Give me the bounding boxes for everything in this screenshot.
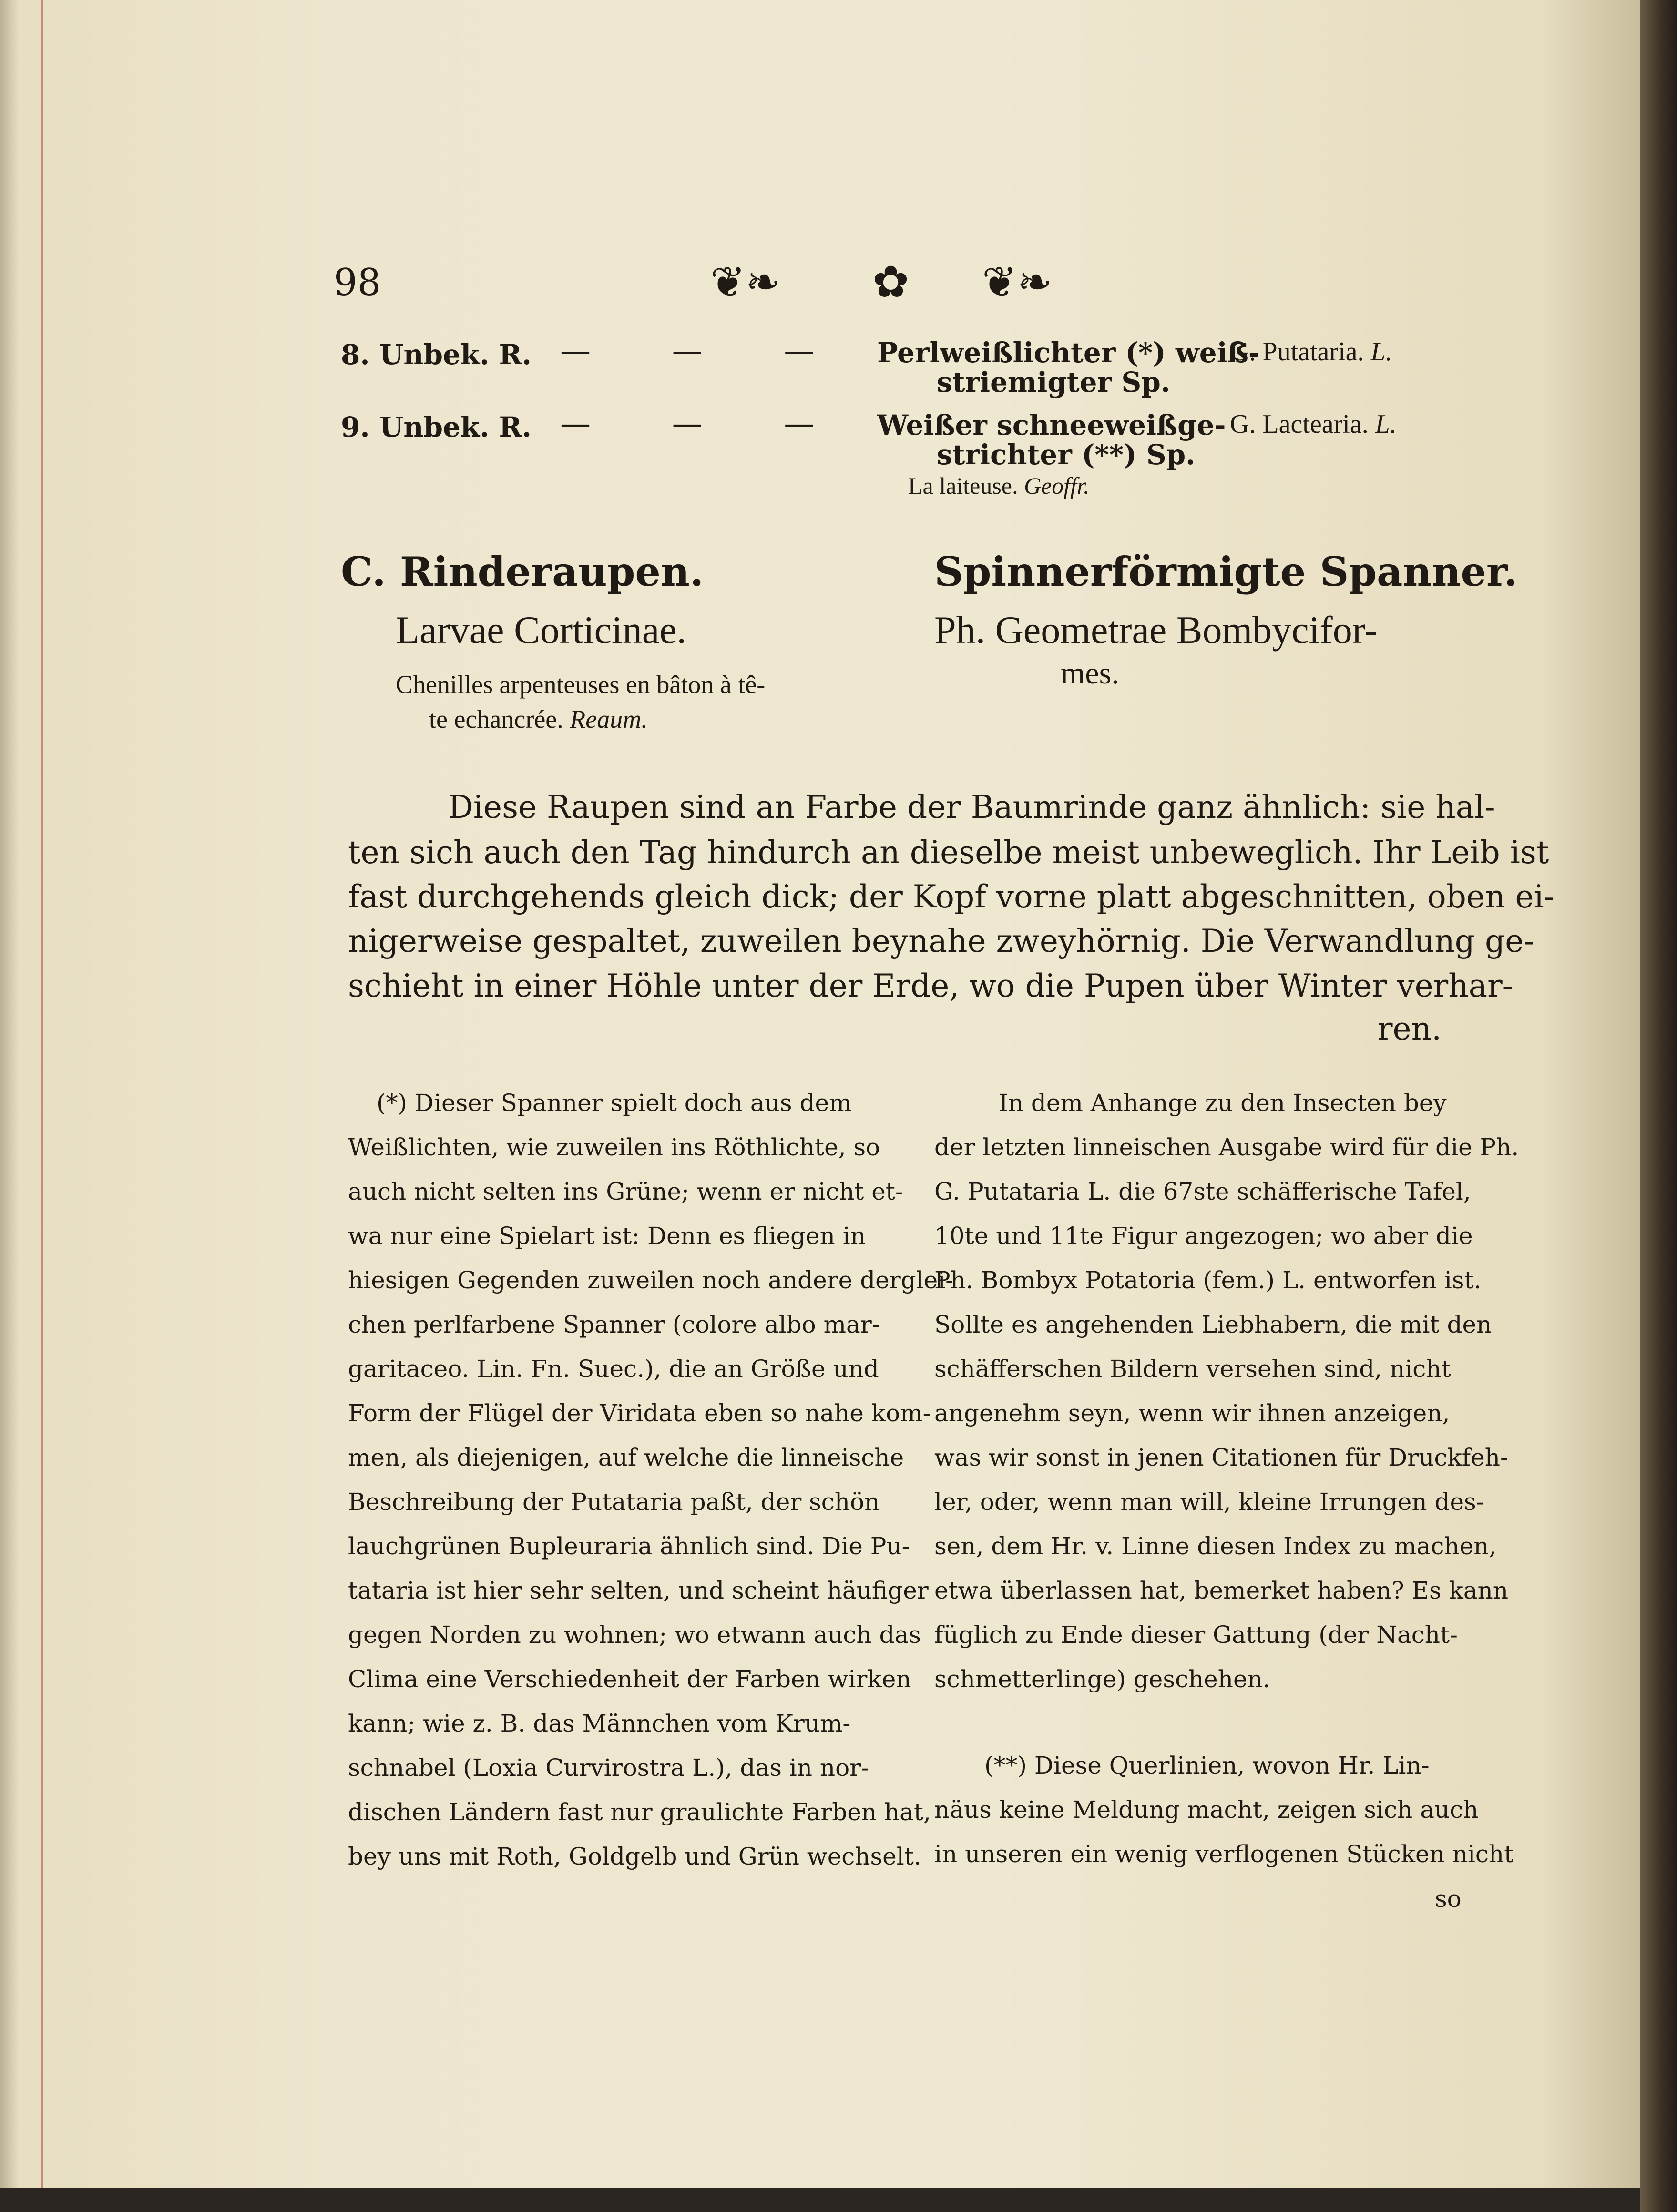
footnote-right-line: ler, oder, wenn man will, kleine Irrungen des- [934, 1488, 1484, 1516]
footnote-left-line: dischen Ländern fast nur graulichte Farben hat, [348, 1798, 931, 1826]
page-gutter-shadow [0, 0, 19, 2188]
section-latin-left: Larvae Corticinae. [396, 608, 687, 652]
footnote-left-line: kann; wie z. B. das Männchen vom Krum- [348, 1710, 851, 1737]
footnote-right-line: schäfferschen Bildern versehen sind, nicht [934, 1355, 1451, 1383]
book-spine-edge [1640, 0, 1677, 2212]
species-row-8-name-line2: striemigter Sp. [937, 366, 1170, 398]
species-row-9-name-line1: Weißer schneeweißge- [877, 409, 1226, 441]
paragraph-line: schieht in einer Höhle unter der Erde, wo die Pupen über Winter verhar- [348, 968, 1513, 1004]
species-row-9-dashes: — — — [560, 406, 815, 441]
species-row-8-name-line1: Perlweißlichter (*) weiß- [877, 336, 1260, 369]
page-edge-rule [41, 0, 43, 2188]
footnote-right-line: der letzten linneischen Ausgabe wird für die Ph. [934, 1133, 1519, 1161]
footnote-right-line: Sollte es angehenden Liebhabern, die mit den [934, 1311, 1492, 1338]
footnote-left-line: gegen Norden zu wohnen; wo etwann auch das [348, 1621, 921, 1649]
footnote-right-2-line: (**) Diese Querlinien, wovon Hr. Lin- [984, 1752, 1430, 1779]
footnote-left-line: Clima eine Verschiedenheit der Farben wirken [348, 1665, 911, 1693]
page-number: 98 [334, 261, 381, 304]
footnote-left-line: Weißlichten, wie zuweilen ins Röthlichte, so [348, 1133, 880, 1161]
species-row-9-name-line2: strichter (**) Sp. [937, 438, 1196, 471]
ornament-left-icon: ❦❧ [710, 257, 781, 306]
footnote-right-line: Ph. Bombyx Potatoria (fem.) L. entworfen ist. [934, 1266, 1482, 1294]
footnote-left-line: chen perlfarbene Spanner (colore albo mar- [348, 1311, 880, 1338]
footnote-right-2-line: in unseren ein wenig verflogenen Stücken nicht [934, 1840, 1514, 1868]
section-latin-right-line2: mes. [1061, 656, 1119, 691]
paragraph-line: nigerweise gespaltet, zuweilen beynahe zweyhörnig. Die Verwandlung ge- [348, 923, 1534, 959]
footnote-right-line: 10te und 11te Figur angezogen; wo aber die [934, 1222, 1473, 1250]
section-french-line1: Chenilles arpenteuses en bâton à tê- [396, 670, 766, 699]
paragraph-line: ten sich auch den Tag hindurch an dieselbe meist unbeweglich. Ihr Leib ist [348, 834, 1549, 871]
footnote-right-line: angenehm seyn, wenn wir ihnen anzeigen, [934, 1399, 1450, 1427]
footnote-right-line: was wir sonst in jenen Citationen für Druckfeh- [934, 1444, 1508, 1471]
footnote-right-2-line: näus keine Meldung macht, zeigen sich auch [934, 1796, 1479, 1824]
paragraph-line: fast durchgehends gleich dick; der Kopf vorne platt abgeschnitten, oben ei- [348, 878, 1554, 915]
footnote-right-line: schmetterlinge) geschehen. [934, 1665, 1270, 1693]
footnote-left-line: schnabel (Loxia Curvirostra L.), das in nor- [348, 1754, 869, 1782]
footnote-right-line: sen, dem Hr. v. Linne diesen Index zu machen, [934, 1532, 1497, 1560]
footnote-right-line: In dem Anhange zu den Insecten bey [999, 1089, 1447, 1117]
section-french-line2: te echancrée. Reaum. [429, 705, 648, 734]
footnote-right-line: G. Putataria L. die 67ste schäfferische Tafel, [934, 1178, 1471, 1205]
footnote-left-line: auch nicht selten ins Grüne; wenn er nicht et- [348, 1178, 903, 1205]
species-row-9-number: 9. Unbek. R. [341, 411, 532, 443]
paragraph-line: Diese Raupen sind an Farbe der Baumrinde ganz ähnlich: sie hal- [448, 789, 1495, 826]
catchword: so [1435, 1885, 1462, 1913]
section-title-right: Spinnerförmigte Spanner. [934, 548, 1518, 595]
footnote-left-line: (*) Dieser Spanner spielt doch aus dem [377, 1089, 852, 1117]
footnote-left-line: bey uns mit Roth, Goldgelb und Grün wechselt. [348, 1843, 921, 1870]
ornament-center-icon: ✿ [872, 256, 910, 307]
ornament-right-icon: ❦❧ [982, 257, 1053, 306]
species-row-9-french: La laiteuse. Geoffr. [908, 472, 1090, 499]
footnote-left-line: wa nur eine Spielart ist: Denn es fliegen in [348, 1222, 866, 1250]
section-latin-right-line1: Ph. Geometrae Bombycifor- [934, 608, 1378, 652]
footnote-right-line: etwa überlassen hat, bemerket haben? Es kann [934, 1577, 1509, 1604]
species-row-8-dashes: — — — [560, 334, 815, 369]
paragraph-line: ren. [1378, 1010, 1442, 1047]
footnote-left-line: Form der Flügel der Viridata eben so nahe kom- [348, 1399, 931, 1427]
footnote-left-line: men, als diejenigen, auf welche die linneische [348, 1444, 904, 1471]
footnote-left-line: lauchgrünen Bupleuraria ähnlich sind. Die Pu- [348, 1532, 910, 1560]
footnote-left-line: Beschreibung der Putataria paßt, der schön [348, 1488, 880, 1516]
footnote-left-line: garitaceo. Lin. Fn. Suec.), die an Größe und [348, 1355, 879, 1383]
footnote-left-line: tataria ist hier sehr selten, und scheint häufiger [348, 1577, 929, 1604]
footnote-right-line: füglich zu Ende dieser Gattung (der Nacht- [934, 1621, 1458, 1649]
footnote-left-line: hiesigen Gegenden zuweilen noch andere derglei- [348, 1266, 954, 1294]
species-row-8-latin: G. Putataria. L. [1230, 337, 1392, 367]
species-row-8-number: 8. Unbek. R. [341, 338, 532, 371]
section-title-left: C. Rinderaupen. [341, 548, 704, 595]
species-row-9-latin: G. Lactearia. L. [1230, 409, 1397, 439]
